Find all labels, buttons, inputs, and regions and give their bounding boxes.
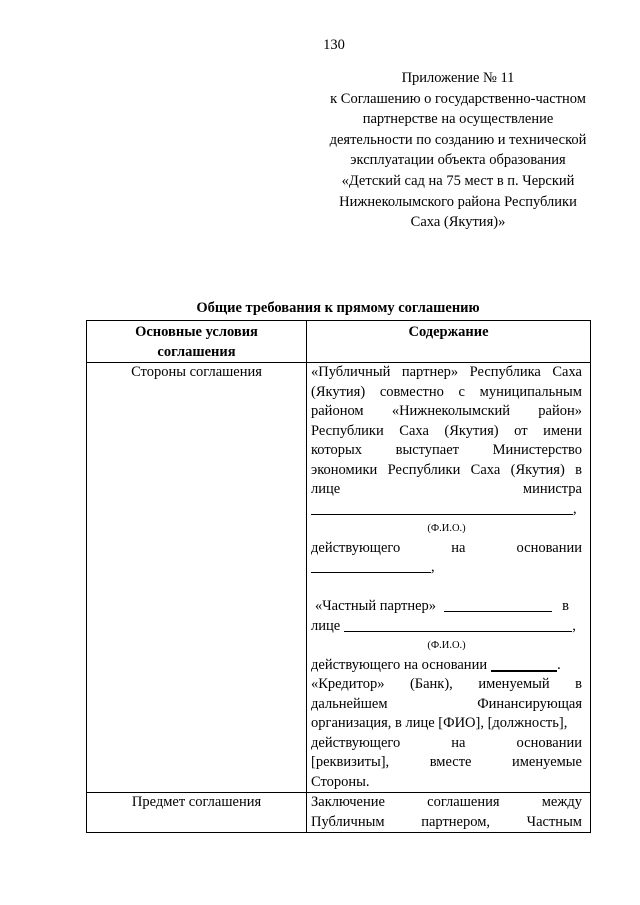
content-cell: «Публичный партнер» Республика Саха (Якутия) совместно с муниципальным районом «Нижнеколымский район» Республики Саха (Якутия) от имени которых выступает Министерство экономики Республики Саха (Якутия) в лице министра , (Ф.И.О.) действующего на основании , «Частный партнер» в лице , (Ф.И.О.) действующего на основании . «Кредитор» (Банк), именуемый в дальнейшем Финансирующая организация, в лице [ФИО], [должность], действующего на основании [реквизиты], вместе именуемые Стороны. (307, 363, 591, 793)
page-number: 130 (323, 37, 345, 53)
fio-caption: (Ф.И.О.) (427, 523, 466, 534)
fio-caption: (Ф.И.О.) (427, 640, 466, 651)
table-row (87, 363, 591, 793)
blank-line (344, 617, 572, 632)
column-header-content: Содержание (307, 321, 591, 363)
blank-line (444, 597, 552, 612)
appendix-line: Саха (Якутия)» (410, 214, 506, 231)
table-row (87, 793, 591, 833)
appendix-line: к Соглашению о государственно-частном (330, 90, 586, 107)
column-header-conditions: Основные условия соглашения (87, 321, 307, 363)
content-cell: Заключение соглашения между Публичным партнером, Частным (307, 793, 591, 833)
condition-cell: Стороны соглашения (87, 363, 307, 793)
appendix-line: «Детский сад на 75 мест в п. Черский (341, 172, 575, 189)
appendix-line: Нижнеколымского района Республики (339, 193, 577, 210)
requirements-table (86, 320, 591, 833)
blank-line (311, 558, 431, 573)
appendix-header (318, 68, 598, 233)
blank-line (311, 500, 573, 515)
document-title: Общие требования к прямому соглашению (196, 300, 480, 316)
blank-line (491, 656, 557, 672)
appendix-line: деятельности по созданию и технической (329, 131, 587, 148)
appendix-line: партнерстве на осуществление (362, 111, 554, 128)
appendix-line: Приложение № 11 (401, 70, 515, 86)
table-header-row (87, 321, 591, 363)
appendix-line: эксплуатации объекта образования (350, 152, 566, 169)
condition-cell: Предмет соглашения (87, 793, 307, 833)
